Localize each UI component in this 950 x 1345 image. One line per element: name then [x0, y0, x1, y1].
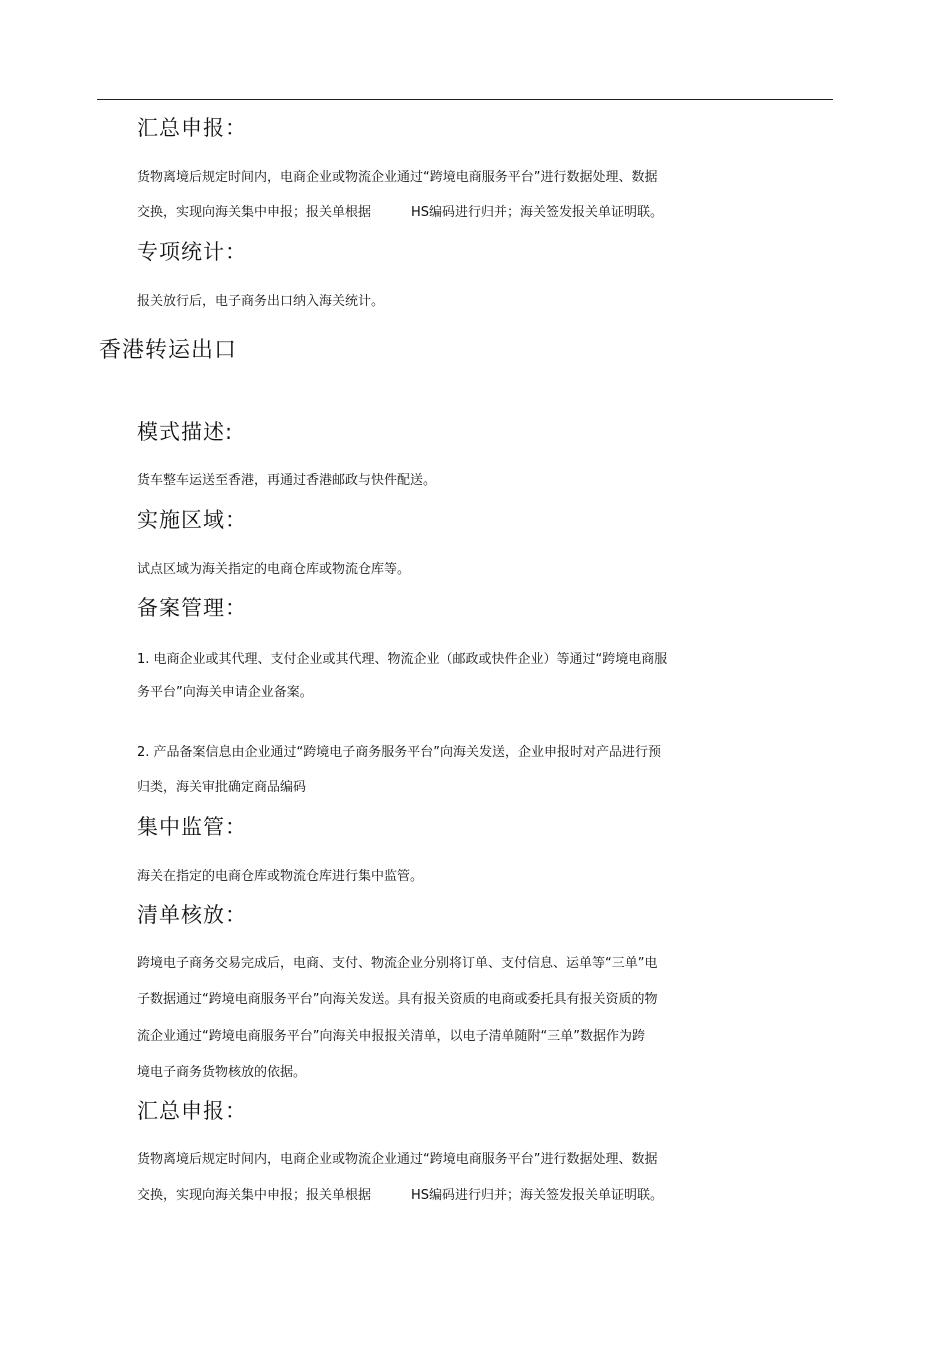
list-item: 2. 产品备案信息由企业通过“跨境电子商务服务平台”向海关发送，企业申报时对产品进行预 [137, 745, 662, 760]
list-item: 1. 电商企业或其代理、支付企业或其代理、物流企业（邮政或快件企业）等通过“跨境电商服 [137, 652, 668, 667]
heading-mode-description: 模式描述: [137, 420, 234, 444]
text-segment: 交换，实现向海关集中申报；报关单根据 [137, 1188, 372, 1203]
paragraph-line: 流企业通过“跨境电商服务平台”向海关申报报关清单，以电子清单随附“三单”数据作为跨 [137, 1029, 645, 1044]
list-item-continued: 归类，海关审批确定商品编码 [137, 780, 307, 795]
heading-list-release: 清单核放： [137, 903, 247, 927]
paragraph-line [137, 1187, 663, 1205]
text-segment: HS编码进行归并；海关签发报关单证明联。 [411, 1188, 664, 1203]
heading-filing-management: 备案管理： [137, 596, 247, 620]
section-title: 香港转运出口 [99, 338, 238, 363]
paragraph-line: 海关在指定的电商仓库或物流仓库进行集中监管。 [137, 869, 424, 884]
paragraph-line: 境电子商务货物核放的依据。 [137, 1065, 307, 1080]
heading-special-statistics: 专项统计： [137, 240, 247, 264]
paragraph-line: 报关放行后，电子商务出口纳入海关统计。 [137, 294, 385, 309]
paragraph-line [137, 204, 663, 222]
paragraph-line: 货车整车运送至香港，再通过香港邮政与快件配送。 [137, 473, 437, 488]
paragraph-line: 货物离境后规定时间内，电商企业或物流企业通过“跨境电商服务平台”进行数据处理、数据 [137, 1152, 658, 1167]
list-item-continued: 务平台”向海关申请企业备案。 [137, 685, 313, 700]
header-rule [97, 99, 833, 100]
heading-summary-declaration: 汇总申报： [137, 116, 247, 140]
paragraph-line: 试点区域为海关指定的电商仓库或物流仓库等。 [137, 562, 411, 577]
paragraph-line: 货物离境后规定时间内，电商企业或物流企业通过“跨境电商服务平台”进行数据处理、数据 [137, 170, 658, 185]
paragraph-line: 子数据通过“跨境电商服务平台”向海关发送。具有报关资质的电商或委托具有报关资质的物 [137, 992, 658, 1007]
heading-implementation-area: 实施区域： [137, 508, 247, 532]
text-segment: 交换，实现向海关集中申报；报关单根据 [137, 205, 372, 220]
heading-centralized-supervision: 集中监管： [137, 815, 247, 839]
text-segment: HS编码进行归并；海关签发报关单证明联。 [411, 205, 664, 220]
paragraph-line: 跨境电子商务交易完成后，电商、支付、物流企业分别将订单、支付信息、运单等“三单”电 [137, 956, 658, 971]
heading-summary-declaration: 汇总申报： [137, 1099, 247, 1123]
